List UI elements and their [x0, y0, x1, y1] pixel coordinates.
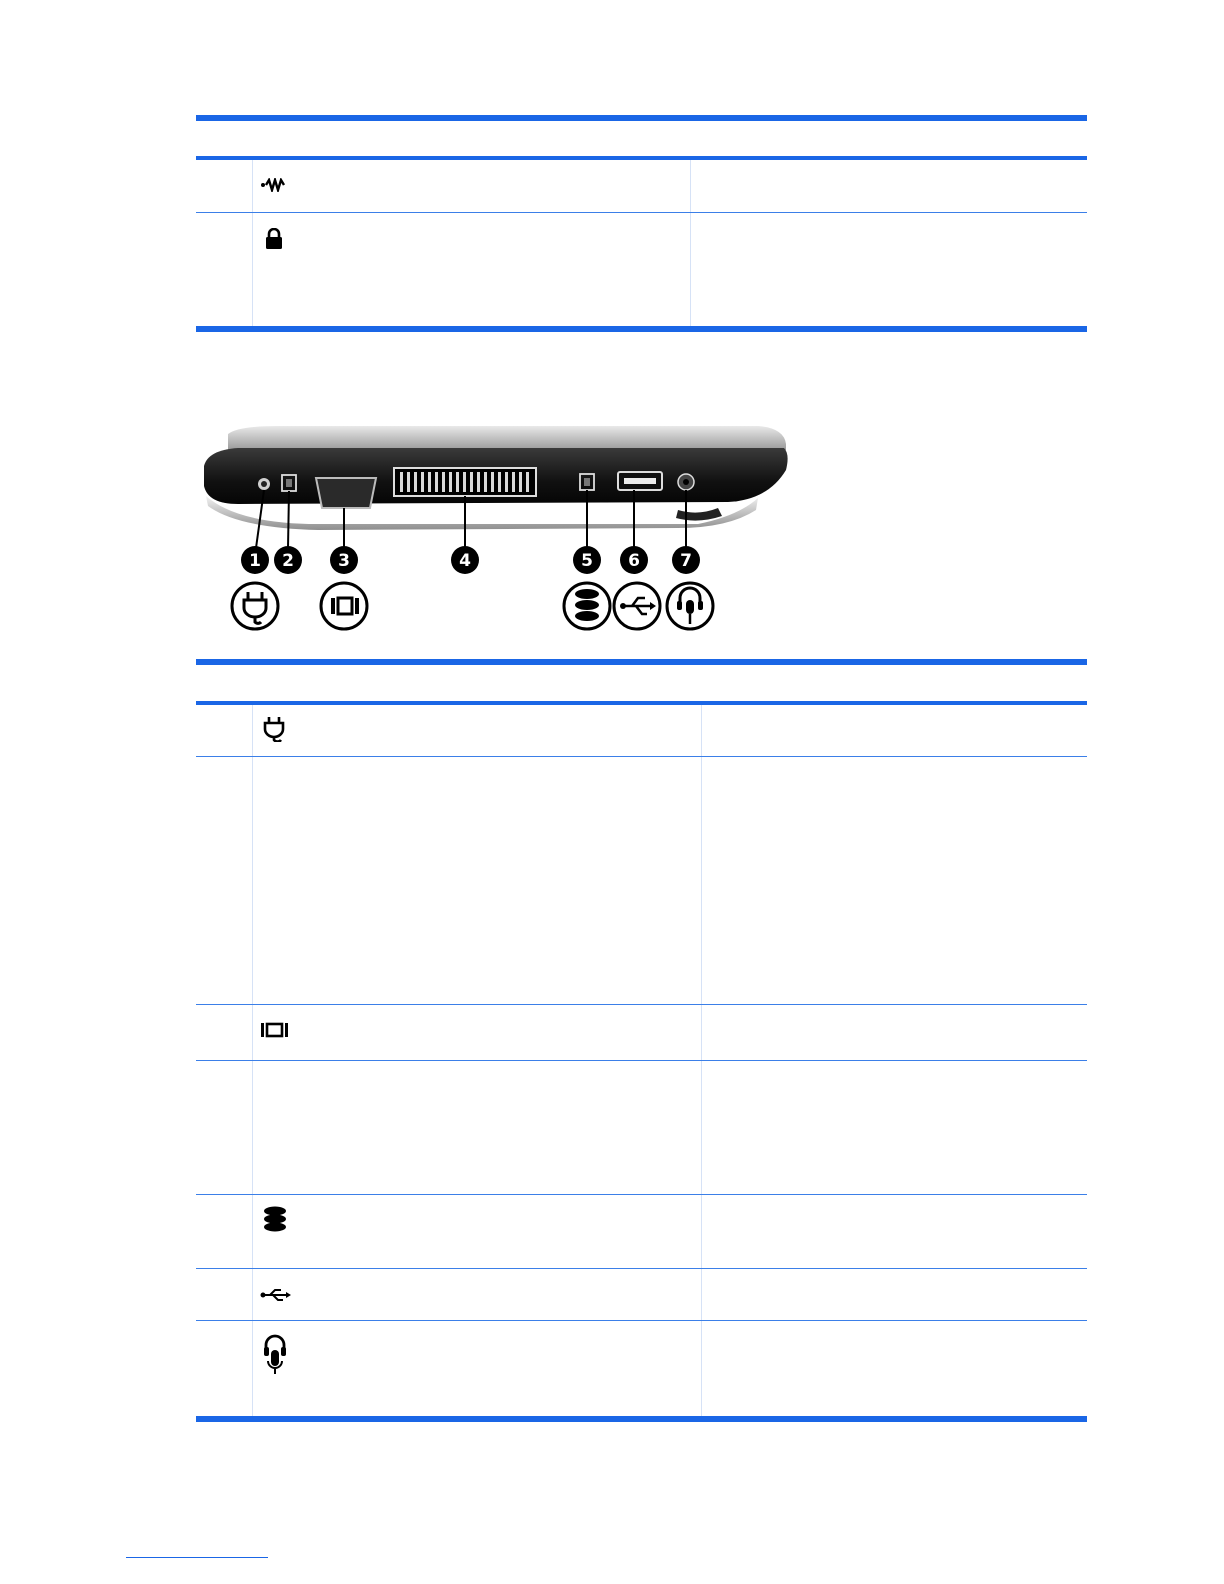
power-plug-icon: [263, 716, 285, 742]
table-2-top-rule: [196, 659, 1087, 665]
table-1-col-divider: [690, 160, 691, 328]
table-2-header-rule: [196, 701, 1087, 705]
table-row-divider: [196, 1060, 1087, 1061]
laptop-left-side-photo: [198, 420, 790, 632]
callout-6: 6: [628, 551, 640, 571]
table-row-divider: [196, 1194, 1087, 1195]
drive-stack-icon: [564, 583, 610, 629]
table-row-divider: [196, 1004, 1087, 1005]
callout-2: 2: [282, 551, 294, 571]
external-monitor-icon: [261, 1022, 289, 1038]
table-row-divider: [196, 212, 1087, 213]
drive-stack-icon: [263, 1206, 287, 1232]
table-1-col-divider: [252, 160, 253, 328]
footer-rule: [126, 1557, 268, 1558]
callout-5: 5: [581, 551, 593, 571]
power-plug-icon: [232, 583, 278, 629]
table-2-col-divider: [252, 705, 253, 1418]
table-1-bottom-rule: [196, 326, 1087, 332]
usb-icon: [614, 583, 660, 629]
callout-4: 4: [459, 551, 471, 571]
table-row-divider: [196, 1320, 1087, 1321]
table-2-bottom-rule: [196, 1416, 1087, 1422]
callout-1: 1: [249, 551, 261, 571]
headphone-mic-icon: [263, 1334, 287, 1376]
table-row-divider: [196, 1268, 1087, 1269]
lock-icon: [264, 228, 284, 250]
headphone-mic-icon: [667, 583, 713, 629]
callout-group: [241, 546, 700, 574]
callout-7: 7: [680, 551, 692, 571]
usb-icon: [260, 1287, 292, 1303]
table-1-top-rule: [196, 115, 1087, 121]
table-1-header-rule: [196, 156, 1087, 160]
external-monitor-icon: [321, 583, 367, 629]
callout-3: 3: [338, 551, 350, 571]
table-2-col-divider: [701, 705, 702, 1418]
wireless-light-icon: [260, 178, 288, 192]
table-row-divider: [196, 756, 1087, 757]
